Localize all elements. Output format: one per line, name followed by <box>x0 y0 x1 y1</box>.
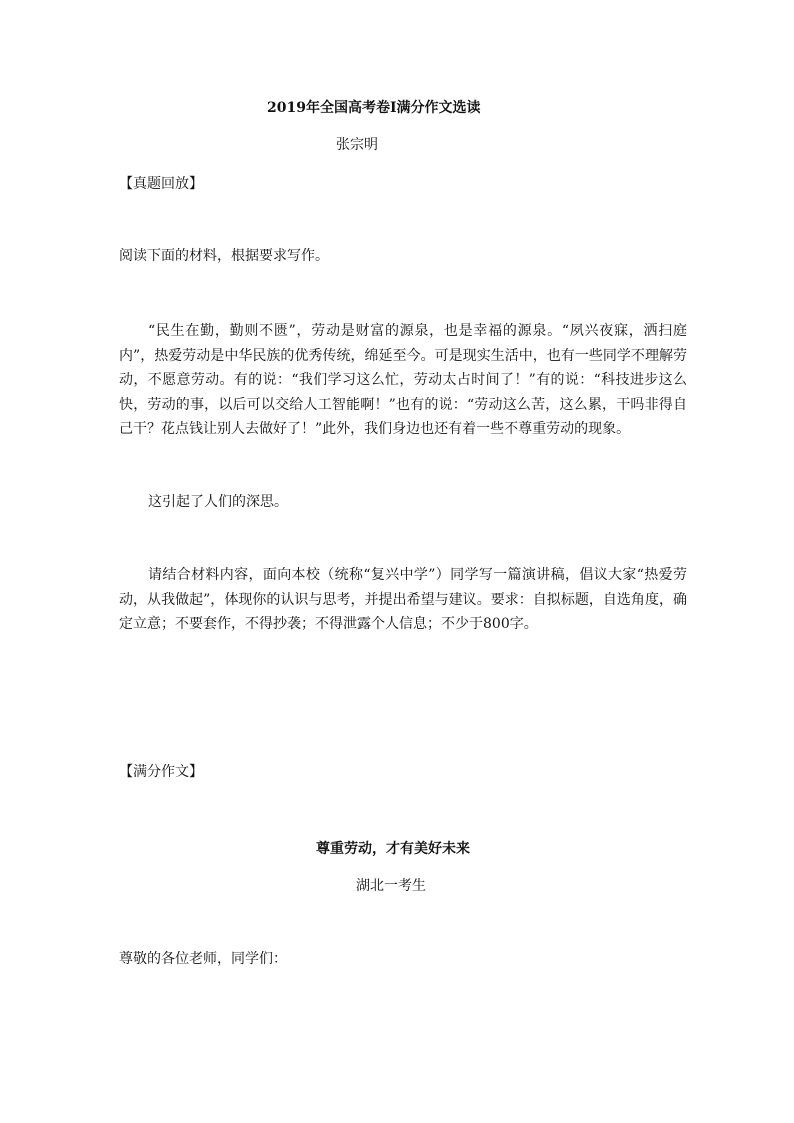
material-paragraph: “民生在勤，勤则不匮”，劳动是财富的源泉，也是幸福的源泉。“夙兴夜寐，洒扫庭内”，热爱劳动是中华民族的优秀传统，绵延至今。可是现实生活中，也有一些同学不理解劳动，不愿意劳动。有的说：“我们学习这么忙，劳动太占时间了！”有的说：“科技进步这么快，劳动的事，以后可以交给人工智能啊！”也有的说：“劳动这么苦，这么累，干吗非得自己干？花点钱让别人去做好了！”此外，我们身边也还有着一些不尊重劳动的现象。 <box>119 323 687 437</box>
essay-title: 尊重劳动，才有美好未来 <box>316 841 470 857</box>
section-heading-real-question: 【真题回放】 <box>119 176 203 192</box>
essay-greeting: 尊敬的各位老师，同学们： <box>119 951 287 967</box>
requirement-paragraph: 请结合材料内容，面向本校（统称“复兴中学”）同学写一篇演讲稿，倡议大家“热爱劳动，从我做起”，体现你的认识与思考，并提出希望与建议。要求：自拟标题，自选角度，确定立意；不要套作，不得抄袭；不得泄露个人信息；不少于800字。 <box>119 567 687 632</box>
document-author: 张宗明 <box>336 137 378 153</box>
document-title: 2019年全国高考卷Ⅰ满分作文选读 <box>267 100 481 116</box>
essay-author: 湖北一考生 <box>356 878 426 894</box>
section-heading-full-score: 【满分作文】 <box>119 764 203 780</box>
reflection-paragraph: 这引起了人们的深思。 <box>148 494 288 510</box>
instruction-text: 阅读下面的材料，根据要求写作。 <box>119 248 329 264</box>
